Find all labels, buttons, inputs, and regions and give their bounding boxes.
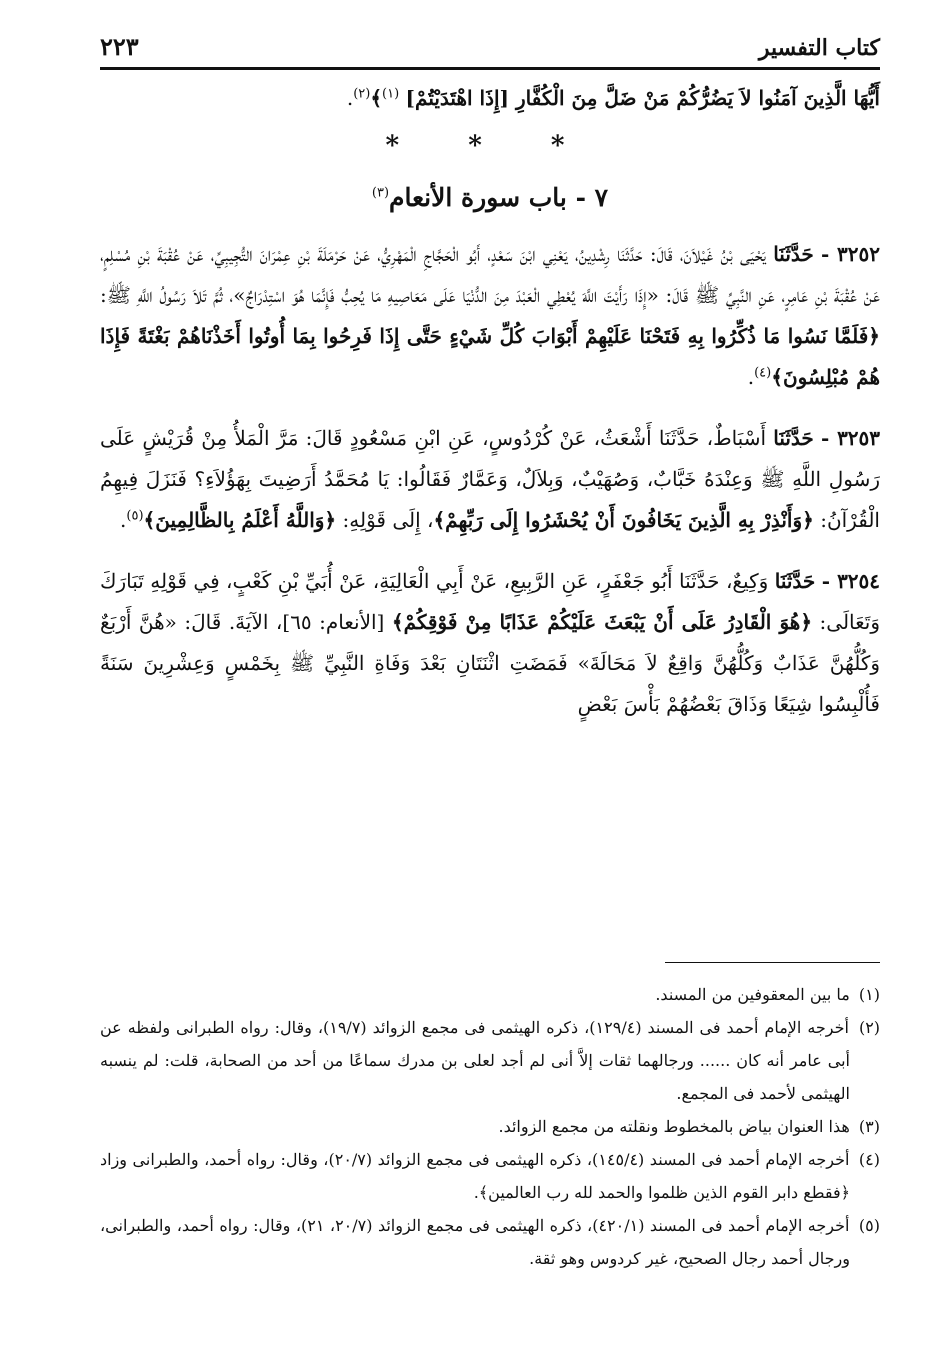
footnote-text: ما بين المعقوفين من المسند. [655,985,850,1004]
hadith-number: ٣٢٥٣ - [820,426,881,450]
footnote [100,1209,880,1275]
footnote-ref[interactable]: (٣) [371,185,390,201]
footnote-divider [665,962,880,963]
footnote-text: هذا العنوان بياض بالمخطوط ونقلته من مجمع الزوائد. [498,1117,850,1136]
footnote-text: أخرجه الإمام أحمد فى المسند (١٤٥/٤)، ذكره الهيثمى فى مجمع الزوائد (٢٠/٧)، وقال: رواه أحمد، والطبرانى وزاد ﴿فقطع دابر القوم الذين ظلموا والحمد لله رب العالمين﴾. [100,1150,850,1202]
footnote-ref[interactable]: (٥) [126,508,144,524]
quran-quote: ﴿فَلَمَّا نَسُوا مَا ذُكِّرُوا بِهِ فَتَحْنَا عَلَيْهِمْ أَبْوَابَ كُلِّ شَيْءٍ حَتَّى إِذَا فَرِحُوا بِمَا أُوتُوا أَخَذْنَاهُمْ بَغْتَةً فَإِذَا هُمْ مُبْلِسُونَ﴾ [100,324,880,389]
hadith-paragraph [100,234,880,398]
chapter-title: ٧ - باب سورة الأنعام [389,183,609,212]
footnote [100,1110,880,1143]
hadith-text: [الأنعام: ٦٥]، الآيَةَ. قَالَ: «هُنَّ أَرْبَعٌ وَكُلُّهُنَّ عَذَابٌ وَكُلُّهُنَّ وَاقِعٌ لاَ مَحَالَةَ» فَمَضَتِ اثْنَتَانِ بَعْدَ وَفَاةِ النَّبِيِّ ﷺ بِخَمْسٍ وَعِشْرِينَ سَنَةً فَأُلْبِسُوا شِيَعًا وَذَاقَ بَعْضُهُمْ بَأْسَ بَعْضٍ [100,610,880,716]
sentence-end: . [120,508,127,532]
footnote-ref[interactable]: (١) [382,86,400,102]
narration-opener: حَدَّثَنَا [773,242,814,266]
hadith-paragraph [100,561,880,725]
verse-text: أَيُّهَا الَّذِينَ آمَنُوا لاَ يَضُرُّكُمْ مَنْ ضَلَّ مِنَ الْكُفَّارِ [إِذَا اهْتَدَيْتُمْ] [405,86,880,110]
narration-opener: حَدَّثَنَا [773,426,814,450]
hadith-text: يَحْيَى بْنُ غَيْلاَنَ، قَالَ: حَدَّثَنَا رِشْدِينُ، يَعْنِي ابْنَ سَعْدٍ، أَبُو الْحَجَّاجِ الْمَهْرِيُّ، عَنْ حَرْمَلَةَ بْنِ عِمْرَانَ التُّجِيبِيِّ، عَنْ عُقْبَةَ بْنِ مُسْلِمٍ، عَنْ عُقْبَةَ بْنِ عَامِرٍ، عَنِ النَّبِيِّ ﷺ قَالَ: «إِذَا رَأَيْتَ اللَّهَ يُعْطِي الْعَبْدَ مِنَ الدُّنْيَا عَلَى مَعَاصِيهِ مَا يُحِبُّ فَإِنَّمَا هُوَ اسْتِدْرَاجٌ»، ثُمَّ تَلاَ رَسُولُ اللَّهِ ﷺ: [100,242,880,307]
footnote-number: (٣) [858,1117,880,1136]
footnotes [100,978,880,1275]
page-number: ٢٢٣ [100,32,139,61]
footnote-text: أخرجه الإمام أحمد فى المسند (٤٢٠/١)، ذكره الهيثمى فى مجمع الزوائد (٢٠/٧، ٢١)، وقال: رواه أحمد، والطبرانى، ورجال أحمد رجال الصحيح، غير كردوس وهو ثقة. [100,1216,850,1268]
page [100,28,880,1338]
verse-close-bracket: ﴾ [370,86,383,110]
footnote-number: (٤) [858,1150,881,1169]
verse-continuation [100,78,880,118]
hadith-number: ٣٢٥٤ - [821,569,881,593]
running-header [100,28,880,70]
narration-opener: حَدَّثَنَا [774,569,816,593]
hadith-number: ٣٢٥٢ - [820,242,881,266]
footnote [100,1143,880,1209]
chapter-heading [100,172,880,224]
hadith-paragraph [100,418,880,541]
section-separator: * * * [385,131,595,161]
footnote-text: أخرجه الإمام أحمد فى المسند (١٢٩/٤)، ذكره الهيثمى فى مجمع الزوائد (١٩/٧)، وقال: رواه الطبرانى ولفظه عن أبى عامر أنه كان ...... ورجالهما ثقات إلاَّ أنى لم أجد لعلى بن مدرك سماعًا من أحد من الصحابة، قلت: لم ينسبه الهيثمى لأحمد فى المجمع. [100,1018,850,1103]
quran-quote: ﴿هُوَ الْقَادِرُ عَلَى أَنْ يَبْعَثَ عَلَيْكُمْ عَذَابًا مِنْ فَوْقِكُمْ﴾ [391,610,813,634]
hadith-text: أَسْبَاطٌ، حَدَّثَنَا أَشْعَثُ، عَنْ كُرْدُوسٍ، عَنِ ابْنِ مَسْعُودٍ قَالَ: مَرَّ الْمَلأُ مِنْ قُرَيْشٍ عَلَى رَسُولِ اللَّهِ ﷺ وَعِنْدَهُ خَبَّابٌ، وَصُهَيْبٌ، وَبِلاَلٌ، وَعَمَّارٌ فَقَالُوا: يَا مُحَمَّدُ أَرَضِيتَ بِهَؤُلاَءِ؟ فَنَزَلَ فِيهِمُ الْقُرْآنُ: [100,426,880,532]
footnote-ref[interactable]: (٤) [754,365,772,381]
hadith-text: وَكِيعٌ، حَدَّثَنَا أَبُو جَعْفَرٍ، عَنِ الرَّبِيعِ، عَنْ أَبِي الْعَالِيَةِ، عَنْ أُبَيِّ بْنِ كَعْبٍ، فِي قَوْلِهِ تَبَارَكَ وَتَعَالَى: [100,569,881,634]
sentence-end: . [346,86,354,110]
book-title: كتاب التفسير [758,35,880,61]
quran-quote: ﴿وَأَنْذِرْ بِهِ الَّذِينَ يَخَافُونَ أَنْ يُحْشَرُوا إِلَى رَبِّهِمْ﴾ [433,508,814,532]
footnote [100,1011,880,1110]
hadith-text: ، إِلَى قَوْلِهِ: [342,508,434,532]
footnote-number: (٢) [858,1018,881,1037]
footnote-number: (٥) [858,1216,881,1235]
sentence-end: . [747,365,755,389]
footnote-ref[interactable]: (٢) [353,86,371,102]
footnote-number: (١) [858,985,880,1004]
footnote [100,978,880,1011]
quran-quote: ﴿وَاللَّهُ أَعْلَمُ بِالظَّالِمِينَ﴾ [143,508,337,532]
